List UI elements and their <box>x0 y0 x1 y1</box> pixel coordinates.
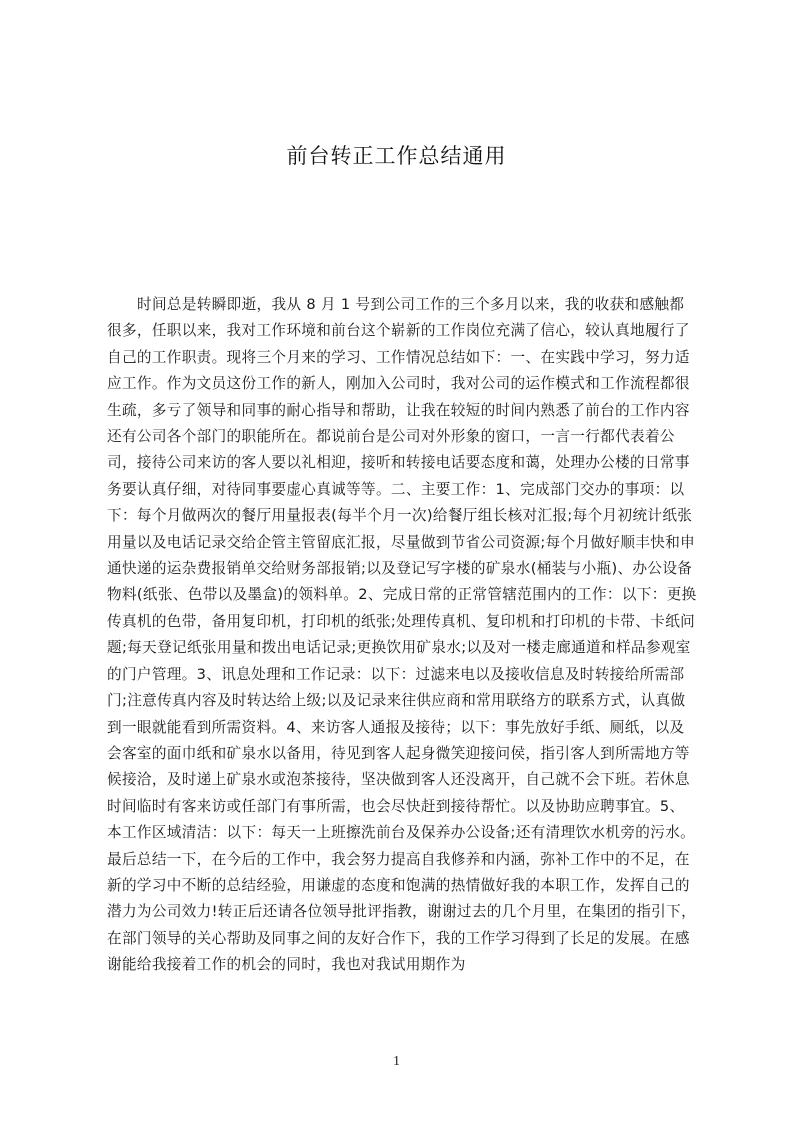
page-number: 1 <box>393 1054 400 1069</box>
document-body <box>107 292 697 979</box>
body-paragraph: 时间总是转瞬即逝，我从 8 月 1 号到公司工作的三个多月以来，我的收获和感触都很多，任职以来，我对工作环境和前台这个崭新的工作岗位充满了信心，较认真地履行了自己的工作职责。现将三个月来的学习、工作情况总结如下：一、在实践中学习，努力适应工作。作为文员这份工作的新人，刚加入公司时，我对公司的运作模式和工作流程都很生疏，多亏了领导和同事的耐心指导和帮助，让我在较短的时间内熟悉了前台的工作内容还有公司各个部门的职能所在。都说前台是公司对外形象的窗口，一言一行都代表着公司，接待公司来访的客人要以礼相迎，接听和转接电话要态度和蔼，处理办公楼的日常事务要认真仔细，对待同事要虚心真诚等等。二、主要工作：1、完成部门交办的事项：以下：每个月做两次的餐厅用量报表(每半个月一次)给餐厅组长核对汇报;每个月初统计纸张用量以及电话记录交给企管主管留底汇报，尽量做到节省公司资源;每个月做好顺丰快和申通快递的运杂费报销单交给财务部报销;以及登记写字楼的矿泉水(桶装与小瓶)、办公设备物料(纸张、色带以及墨盒)的领料单。2、完成日常的正常管辖范围内的工作：以下：更换传真机的色带，备用复印机，打印机的纸张;处理传真机、复印机和打印机的卡带、卡纸问题;每天登记纸张用量和拨出电话记录;更换饮用矿泉水;以及对一楼走廊通道和样品参观室的门户管理。3、讯息处理和工作记录：以下：过滤来电以及接收信息及时转接给所需部门;注意传真内容及时转达给上级;以及记录来往供应商和常用联络方的联系方式，认真做到一眼就能看到所需资料。4、来访客人通报及接待；以下：事先放好手纸、厕纸，以及会客室的面巾纸和矿泉水以备用，待见到客人起身微笑迎接问侯，指引客人到所需地方等候接洽，及时递上矿泉水或泡茶接待，坚决做到客人还没离开，自己就不会下班。若休息时间临时有客来访或任部门有事所需，也会尽快赶到接待帮忙。以及协助应聘事宜。5、本工作区域清洁：以下：每天一上班擦洗前台及保养办公设备;还有清理饮水机旁的污水。最后总结一下，在今后的工作中，我会努力提高自我修养和内涵，弥补工作中的不足，在新的学习中不断的总结经验，用谦虚的态度和饱满的热情做好我的本职工作，发挥自己的潜力为公司效力!转正后还请各位领导批评指教，谢谢过去的几个月里，在集团的指引下，在部门领导的关心帮助及同事之间的友好合作下，我的工作学习得到了长足的发展。在感谢能给我接着工作的机会的同时，我也对我试用期作为 <box>107 296 697 974</box>
document-title: 前台转正工作总结通用 <box>286 144 507 168</box>
